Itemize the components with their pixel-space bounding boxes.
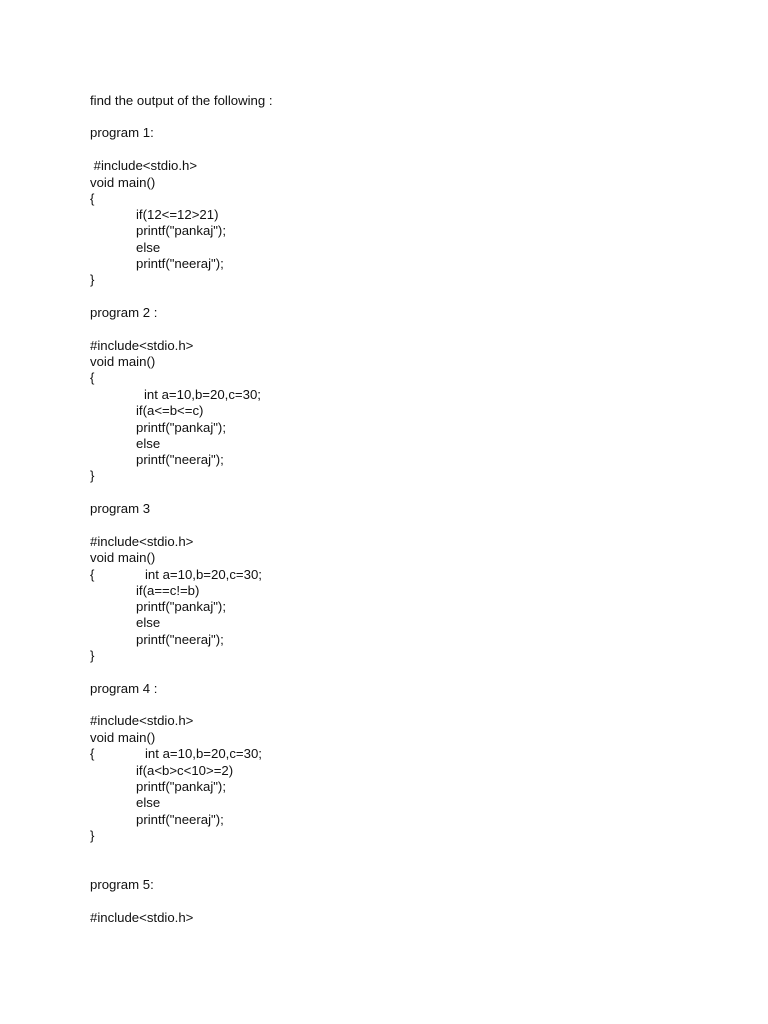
program-4-close-brace: } <box>90 828 95 843</box>
program-3-include: #include<stdio.h> <box>90 534 194 549</box>
program-2-declaration: int a=10,b=20,c=30; <box>144 387 261 402</box>
program-1-close-brace: } <box>90 272 95 287</box>
program-4-open-brace: { <box>90 746 95 761</box>
program-3-title: program 3 <box>90 501 151 516</box>
program-2-main: void main() <box>90 354 156 369</box>
program-2-open-brace: { <box>90 370 95 385</box>
program-1-then: printf("pankaj"); <box>136 223 226 238</box>
program-1-open-brace: { <box>90 191 95 206</box>
program-2-else: else <box>136 436 161 451</box>
program-3-main: void main() <box>90 550 156 565</box>
program-4-else: else <box>136 795 161 810</box>
program-1-else: else <box>136 240 161 255</box>
program-2-include: #include<stdio.h> <box>90 338 194 353</box>
program-2-then: printf("pankaj"); <box>136 420 226 435</box>
program-4-condition: if(a<b>c<10>=2) <box>136 763 234 778</box>
program-1-main: void main() <box>90 175 156 190</box>
program-2-title: program 2 : <box>90 305 158 320</box>
program-4-otherwise: printf("neeraj"); <box>136 812 224 827</box>
program-5-title: program 5: <box>90 877 154 892</box>
program-4-declaration: int a=10,b=20,c=30; <box>145 746 262 761</box>
program-3-declaration: int a=10,b=20,c=30; <box>145 567 262 582</box>
program-2-otherwise: printf("neeraj"); <box>136 452 224 467</box>
program-4-then: printf("pankaj"); <box>136 779 226 794</box>
program-5-include: #include<stdio.h> <box>90 910 194 925</box>
heading: find the output of the following : <box>90 93 273 108</box>
program-1-otherwise: printf("neeraj"); <box>136 256 224 271</box>
program-3-otherwise: printf("neeraj"); <box>136 632 224 647</box>
program-3-else: else <box>136 615 161 630</box>
program-4-include: #include<stdio.h> <box>90 713 194 728</box>
program-1-condition: if(12<=12>21) <box>136 207 219 222</box>
program-2-condition: if(a<=b<=c) <box>136 403 204 418</box>
program-1-title: program 1: <box>90 125 154 140</box>
program-3-then: printf("pankaj"); <box>136 599 226 614</box>
program-1-include: #include<stdio.h> <box>90 158 198 173</box>
program-3-condition: if(a==c!=b) <box>136 583 200 598</box>
program-4-main: void main() <box>90 730 156 745</box>
program-3-close-brace: } <box>90 648 95 663</box>
program-4-title: program 4 : <box>90 681 158 696</box>
program-2-close-brace: } <box>90 468 95 483</box>
program-3-open-brace: { <box>90 567 95 582</box>
